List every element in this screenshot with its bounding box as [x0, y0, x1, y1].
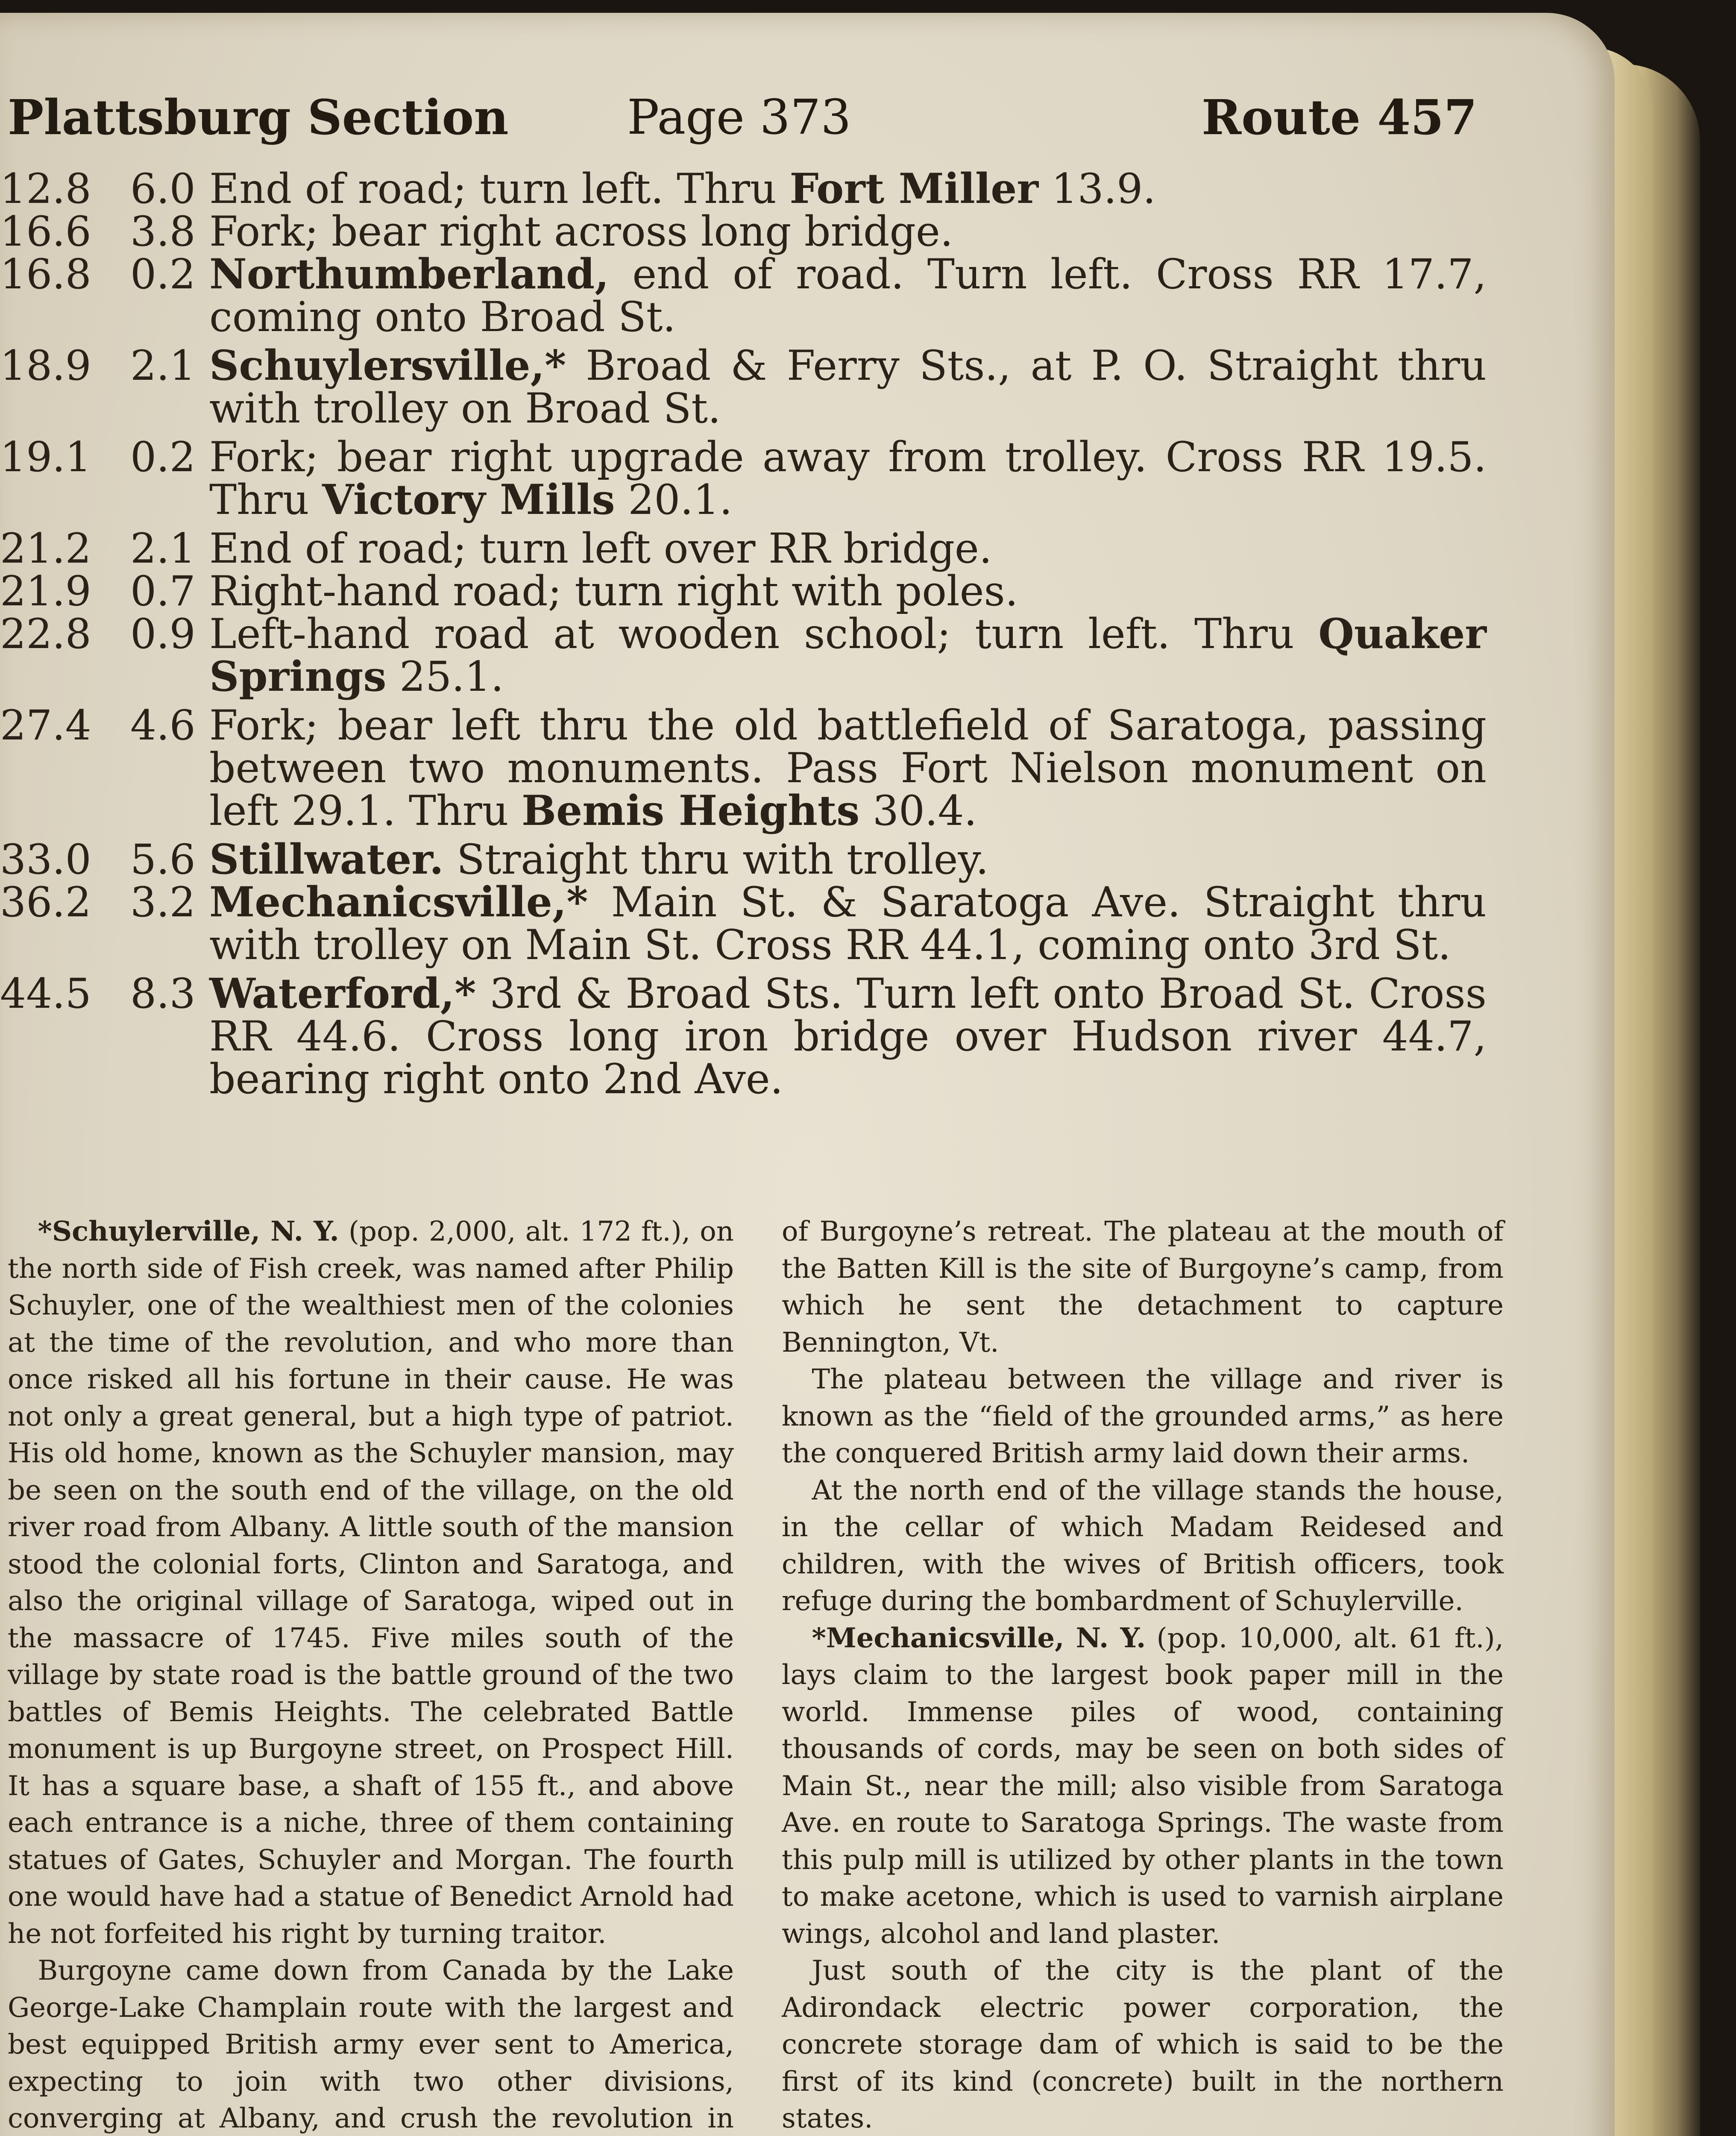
note-paragraph: Burgoyne came down from Canada by the Lake George-Lake Champlain route with the largest and best equipped British army ever sent to America, expecting to join with two other divisions, converging at Albany, and crush the revolution in: [8, 1955, 734, 2134]
segment-distance: 5.6: [130, 836, 196, 883]
route-log: [0, 164, 1487, 1103]
route-direction: Schuylersville,* Broad & Ferry Sts., at P. O. Straight thru with trolley on Broad St.: [209, 341, 1487, 432]
segment-distance: 2.1: [130, 342, 196, 390]
notes-left-column: [8, 1213, 734, 2136]
route-row: [0, 164, 1487, 213]
route-direction: End of road; turn left. Thru Fort Miller 13.9.: [209, 164, 1156, 213]
route-row: [0, 567, 1487, 615]
route-direction: Right-hand road; turn right with poles.: [209, 567, 1018, 615]
route-row: [0, 527, 1487, 570]
total-mileage: 44.5: [0, 970, 91, 1018]
total-mileage: 36.2: [0, 878, 91, 926]
segment-distance: 0.2: [130, 433, 196, 481]
route-number: Route 457: [1202, 90, 1477, 146]
route-direction: Waterford,* 3rd & Broad Sts. Turn left onto Broad St. Cross RR 44.6. Cross long iron bridge over Hudson river 44.7, bearing right onto 2nd Ave.: [209, 969, 1487, 1103]
route-row: [0, 433, 1487, 524]
segment-distance: 3.2: [130, 878, 196, 926]
route-row: [0, 969, 1487, 1103]
note-paragraph: Just south of the city is the plant of the Adirondack electric power corporation, the concrete storage dam of which is said to be the first of its kind (concrete) built in the northern states.: [782, 1955, 1504, 2134]
route-direction: Northumberland, end of road. Turn left. Cross RR 17.7, coming onto Broad St.: [209, 250, 1487, 341]
route-direction: Fork; bear left thru the old battlefield of Saratoga, passing between two monuments. Pass Fort Nielson monument on left 29.1. Thru Bemis Heights 30.4.: [209, 701, 1487, 835]
note-paragraph: *Schuylerville, N. Y. (pop. 2,000, alt. 172 ft.), on the north side of Fish creek, was named after Philip Schuyler, one of the wealthiest men of the colonies at the time of the revolution, and who more than once risked all his fortune in their cause. He was not only a great general, but a high type of patriot. His old home, known as the Schuyler mansion, may be seen on the south end of the village, on the old river road from Albany. A little south of the mansion stood the colonial forts, Clinton and Saratoga, and also the original village of Saratoga, wiped out in the massacre of 1745. Five miles south of the village by state road is the battle ground of the two battles of Bemis Heights. The celebrated Battle monument is up Burgoyne street, on Prospect Hill. It has a square base, a shaft of 155 ft., and above each entrance is a niche, three of them containing statues of Gates, Schuyler and Morgan. The fourth one would have had a statue of Benedict Arnold had he not forfeited his right by turning traitor.: [8, 1215, 734, 1950]
segment-distance: 8.3: [130, 970, 196, 1018]
route-direction: Left-hand road at wooden school; turn left. Thru Quaker Springs 25.1.: [209, 610, 1487, 701]
note-paragraph: The plateau between the village and river is known as the “field of the grounded arms,” as here the conquered British army laid down their arms.: [782, 1364, 1504, 1469]
total-mileage: 22.8: [0, 610, 91, 658]
total-mileage: 16.6: [0, 208, 91, 255]
total-mileage: 19.1: [0, 433, 91, 481]
route-row: [0, 250, 1487, 341]
section-title: Plattsburg Section: [8, 90, 509, 146]
page-number: Page 373: [627, 90, 851, 145]
book-page: [0, 13, 1615, 2136]
segment-distance: 4.6: [130, 701, 196, 749]
segment-distance: 0.7: [130, 567, 196, 615]
total-mileage: 12.8: [0, 165, 91, 213]
total-mileage: 27.4: [0, 701, 91, 749]
total-mileage: 18.9: [0, 342, 91, 390]
segment-distance: 0.2: [130, 250, 196, 298]
segment-distance: 6.0: [130, 165, 196, 213]
segment-distance: 2.1: [130, 525, 196, 572]
note-paragraph: *Mechanicsville, N. Y. (pop. 10,000, alt. 61 ft.), lays claim to the largest book paper mill in the world. Immense piles of wood, containing thousands of cords, may be seen on both sides of Main St., near the mill; also visible from Saratoga Ave. en route to Saratoga Springs. The waste from this pulp mill is utilized by other plants in the town to make acetone, which is used to varnish airplane wings, alcohol and land plaster.: [782, 1622, 1504, 1950]
note-paragraph: of Burgoyne’s retreat. The plateau at the mouth of the Batten Kill is the site of Burgoyne’s camp, from which he sent the detachment to capture Bennington, Vt.: [782, 1216, 1504, 1358]
page-header: [8, 77, 1477, 162]
total-mileage: 21.2: [0, 525, 91, 572]
route-row: [0, 610, 1487, 701]
route-direction: Mechanicsville,* Main St. & Saratoga Ave. Straight thru with trolley on Main St. Cross RR 44.1, coming onto 3rd St.: [209, 878, 1487, 969]
route-row: [0, 701, 1487, 835]
route-direction: Fork; bear right across long bridge.: [209, 208, 953, 255]
segment-distance: 0.9: [130, 610, 196, 658]
route-row: [0, 835, 1487, 883]
total-mileage: 21.9: [0, 567, 91, 615]
route-direction: Stillwater. Straight thru with trolley.: [209, 835, 989, 883]
note-paragraph: At the north end of the village stands the house, in the cellar of which Madam Reidesed and children, with the wives of British officers, took refuge during the bombardment of Schuylerville.: [782, 1474, 1504, 1617]
route-direction: Fork; bear right upgrade away from trolley. Cross RR 19.5. Thru Victory Mills 20.1.: [209, 433, 1487, 524]
route-direction: End of road; turn left over RR bridge.: [209, 525, 992, 572]
route-row: [0, 878, 1487, 969]
total-mileage: 33.0: [0, 836, 91, 883]
segment-distance: 3.8: [130, 208, 196, 255]
route-row: [0, 210, 1487, 253]
notes-right-column: [782, 1213, 1504, 2136]
total-mileage: 16.8: [0, 250, 91, 298]
route-row: [0, 341, 1487, 432]
